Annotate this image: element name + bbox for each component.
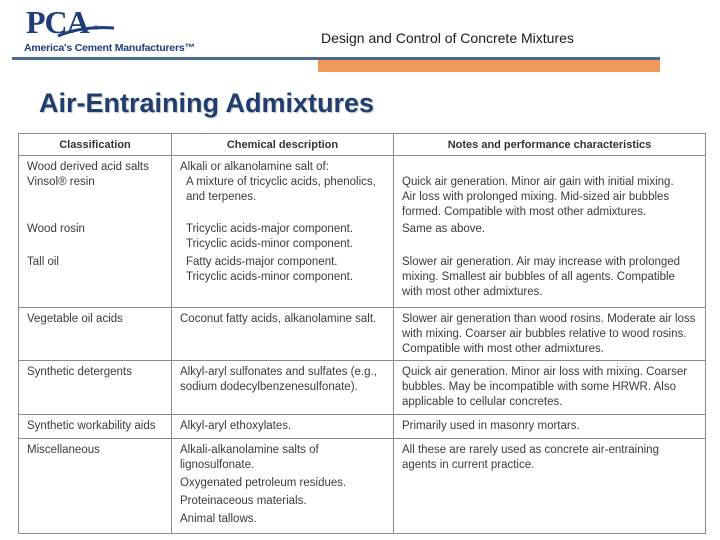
chemical-text: Alkali-alkanolamine salts of xyxy=(180,444,319,456)
notes-text: Slower air generation. Air may increase with prolonged xyxy=(402,256,681,268)
logo-subtitle: America's Cement Manufacturers™ xyxy=(24,42,195,54)
classification-text: Wood rosin xyxy=(27,223,85,235)
notes-text: Compatible with most other admixtures. xyxy=(402,343,604,355)
logo-mark: PCA xyxy=(26,4,89,40)
admixture-table xyxy=(18,133,706,534)
chemical-text: sodium dodecylbenzenesulfonate). xyxy=(180,381,358,393)
notes-text: All these are rarely used as concrete air-entraining xyxy=(402,444,659,456)
classification-text: Wood derived acid salts xyxy=(27,161,149,173)
chemical-text: lignosulfonate. xyxy=(180,459,255,471)
notes-text: mixing. Smallest air bubbles of all agents. Compatible xyxy=(402,271,675,283)
classification-text: Tall oil xyxy=(27,256,59,268)
table-row xyxy=(19,438,705,534)
chemical-description-cell xyxy=(171,308,393,361)
chemical-text: Tricyclic acids-minor component. xyxy=(186,271,354,283)
chemical-description-cell xyxy=(171,415,393,439)
table-header-row xyxy=(19,134,705,155)
classification-cell xyxy=(19,308,171,361)
table-row xyxy=(19,307,705,361)
classification-text: Miscellaneous xyxy=(27,444,100,456)
notes-text: bubbles. May be incompatible with some HRWR. Also xyxy=(402,381,676,393)
notes-text: Slower air generation than wood rosins. Moderate air loss xyxy=(402,313,696,325)
slide-title: Air-Entraining Admixtures xyxy=(39,88,375,118)
logo-registered: ® xyxy=(94,26,99,32)
classification-cell xyxy=(19,439,171,534)
classification-cell xyxy=(19,156,171,308)
column-header-classification: Classification xyxy=(59,139,131,151)
chemical-text: A mixture of tricyclic acids, phenolics, xyxy=(186,176,376,188)
chemical-description-cell xyxy=(171,439,393,534)
notes-cell xyxy=(393,361,705,415)
notes-cell xyxy=(393,156,705,308)
chemical-text: Coconut fatty acids, alkanolamine salt. xyxy=(180,313,377,325)
chemical-text: Proteinaceous materials. xyxy=(180,495,307,507)
chemical-description-cell xyxy=(171,361,393,415)
notes-text: agents in current practice. xyxy=(402,459,535,471)
classification-text: Vegetable oil acids xyxy=(27,313,123,325)
column-header-chemical-description: Chemical description xyxy=(171,134,393,155)
document-title: Design and Control of Concrete Mixtures xyxy=(321,30,574,46)
chemical-text: and terpenes. xyxy=(186,191,257,203)
classification-cell xyxy=(19,415,171,439)
notes-text: Same as above. xyxy=(402,223,486,235)
table-row xyxy=(19,414,705,439)
notes-text: Primarily used in masonry mortars. xyxy=(402,420,580,432)
chemical-text: Alkyl-aryl sulfonates and sulfates (e.g., xyxy=(180,366,377,378)
notes-text: with mixing. Coarser air bubbles relative to wood rosins. xyxy=(402,328,687,340)
notes-text: Quick air generation. Minor air gain with initial mixing. xyxy=(402,176,674,188)
table-row xyxy=(19,155,705,308)
chemical-text: Oxygenated petroleum residues. xyxy=(180,477,347,489)
logo-swoosh-icon xyxy=(56,24,116,38)
table-row xyxy=(19,360,705,415)
pca-logo xyxy=(22,4,197,58)
classification-text: Synthetic workability aids xyxy=(27,420,156,432)
chemical-text: Animal tallows. xyxy=(180,513,257,525)
notes-text: Air loss with prolonged mixing. Mid-sized air bubbles xyxy=(402,191,670,203)
notes-text: Quick air generation. Minor air loss with mixing. Coarser xyxy=(402,366,688,378)
chemical-text: Tricyclic acids-major component. xyxy=(186,223,354,235)
notes-cell xyxy=(393,308,705,361)
header-accent-bar xyxy=(318,60,660,72)
notes-text: formed. Compatible with most other admixtures. xyxy=(402,206,647,218)
chemical-text: Tricyclic acids-minor component. xyxy=(186,238,354,250)
classification-text: Synthetic detergents xyxy=(27,366,132,378)
classification-text: Vinsol® resin xyxy=(27,176,95,188)
chemical-text: Alkali or alkanolamine salt of: xyxy=(180,161,329,173)
notes-text: applicable to cellular concretes. xyxy=(402,396,563,408)
chemical-description-cell xyxy=(171,156,393,308)
notes-cell xyxy=(393,439,705,534)
notes-text: with most other admixtures. xyxy=(402,286,543,298)
classification-cell xyxy=(19,361,171,415)
notes-cell xyxy=(393,415,705,439)
column-header-notes: Notes and performance characteristics xyxy=(393,134,705,155)
chemical-text: Alkyl-aryl ethoxylates. xyxy=(180,420,292,432)
chemical-text: Fatty acids-major component. xyxy=(186,256,338,268)
